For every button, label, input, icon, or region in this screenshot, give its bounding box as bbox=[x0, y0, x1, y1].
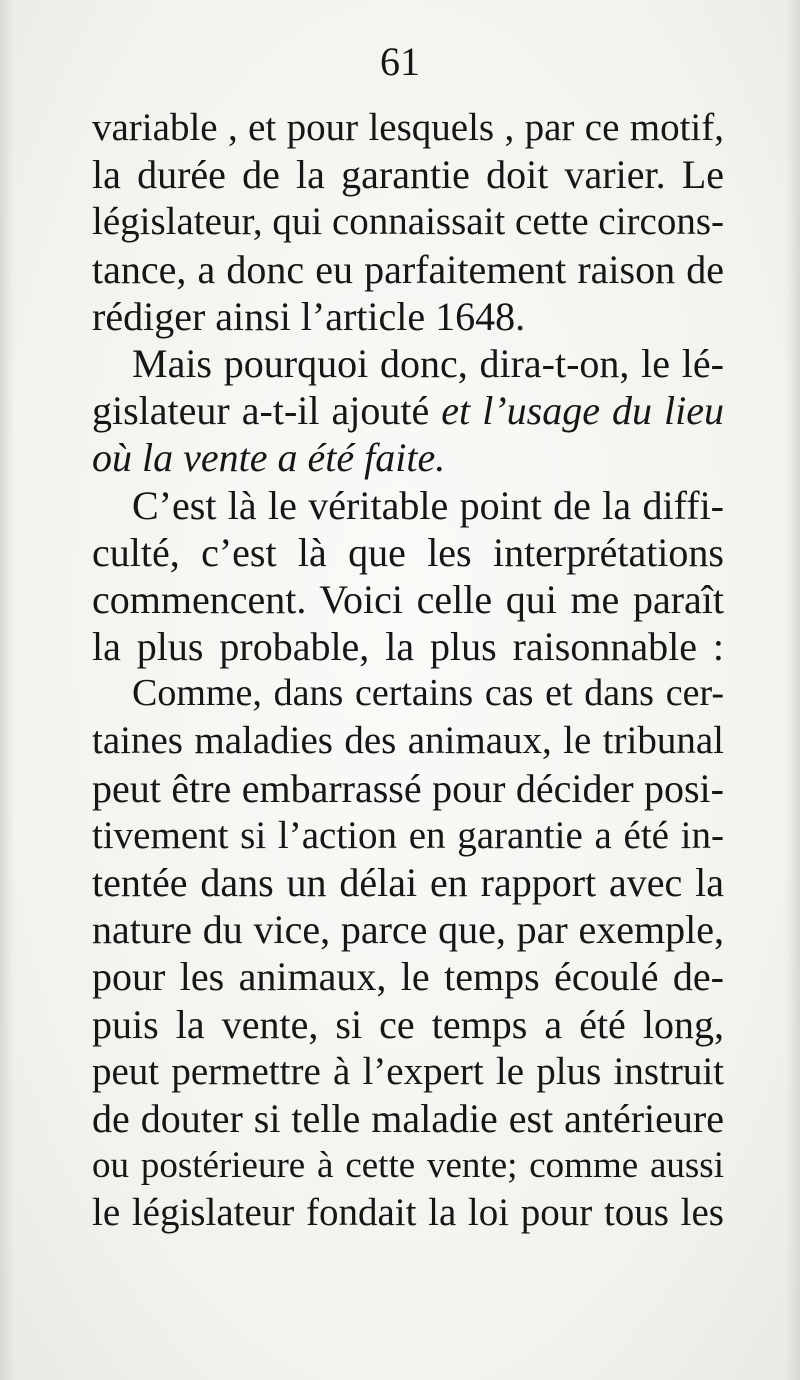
text-line: la plus probable, la plus raisonnable : bbox=[92, 624, 724, 670]
text-line: commencent. Voici celle qui me paraît bbox=[92, 576, 724, 622]
text-line: taines maladies des animaux, le tribunal bbox=[92, 719, 724, 763]
text-line: la durée de la garantie doit varier. Le bbox=[92, 152, 724, 198]
text-line: rédiger ainsi l’article 1648. bbox=[92, 293, 526, 339]
page-shadow-right bbox=[786, 0, 800, 1380]
page-shadow-left bbox=[0, 0, 14, 1380]
page-number: 61 bbox=[380, 39, 420, 84]
text-line: C’est là le véritable point de la diffi- bbox=[132, 482, 724, 528]
text-line: tance, a donc eu parfaitement raison de bbox=[92, 246, 724, 292]
text-italic: et l’usage du lieu bbox=[441, 388, 724, 434]
text-line: variable , et pour lesquels , par ce motif, bbox=[92, 106, 724, 149]
text-line: peut être embarrassé pour décider posi- bbox=[92, 765, 724, 811]
text-line: ou postérieure à cette vente; comme aussi bbox=[92, 1145, 724, 1187]
text-line: le législateur fondait la loi pour tous les bbox=[92, 1191, 724, 1235]
text-line: de douter si telle maladie est antérieure bbox=[92, 1095, 724, 1141]
text-line: nature du vice, parce que, par exemple, bbox=[92, 907, 724, 953]
text-line: tentée dans un délai en rapport avec la bbox=[92, 860, 724, 905]
text-line: peut permettre à l’expert le plus instruit bbox=[92, 1049, 724, 1093]
text-line: Mais pourquoi donc, dira-t-on, le lé- bbox=[132, 340, 724, 386]
text-line-mixed bbox=[92, 387, 724, 434]
text-line: culté, c’est là que les interprétations bbox=[92, 529, 724, 575]
text-roman: gislateur a-t-il ajouté bbox=[92, 388, 430, 434]
text-line: Comme, dans certains cas et dans cer- bbox=[132, 672, 724, 715]
text-line: puis la vente, si ce temps a été long, bbox=[92, 1001, 724, 1047]
text-line: législateur, qui connaissait cette circons- bbox=[92, 200, 724, 244]
text-line: tivement si l’action en garantie a été in- bbox=[92, 813, 724, 857]
text-line-italic: où la vente a été faite. bbox=[92, 435, 446, 481]
page-body bbox=[92, 104, 724, 1237]
text-line: pour les animaux, le temps écoulé de- bbox=[92, 954, 724, 1000]
